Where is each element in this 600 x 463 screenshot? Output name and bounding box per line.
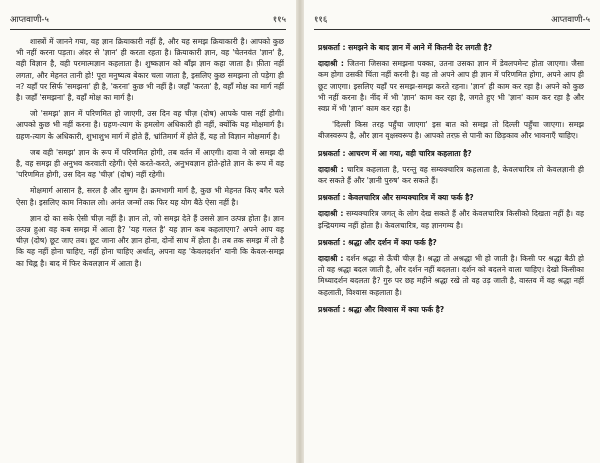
right-page-number: ११६: [314, 15, 328, 25]
left-page-header: [10, 14, 286, 26]
left-page-body: [16, 36, 284, 459]
answer: [318, 58, 584, 114]
question-text: श्रद्धा और दर्शन में क्या फर्क है?: [348, 237, 437, 247]
paragraph: जब वही 'समझ' ज्ञान के रूप में परिणमित होगी, तब वर्तन में आएगी। दावा ने जो समझ दी है, वह समझ ही अनुभव करवाती रहेगी। ऐसे करते-करते, अनुभवज्ञान होते-होते ज्ञान के रूप में वह 'परिणमित होगी, उस दिन वह 'चीज़' (दोष) नहीं रहेगी।: [16, 147, 284, 180]
answer-text: जितना जिसका समझना पक्का, उतना उसका ज्ञान में डेवलपमेन्ट होता जाएगा। जैसा कम होगा उसकी चिंता नहीं करनी है। वह तो अपने आप ही ज्ञान में परिणमित होगा, अपने आप ही छूट जाएगा। इसलिए यहाँ पर समझ-समझ करते रहना। 'ज्ञान' ही काम कर रहा है। अपने को कुछ भी नहीं करना है। नींद में भी 'ज्ञान' काम कर रहा है, जगते हुए भी 'ज्ञान' काम कर रहा है और स्वप्न में भी 'ज्ञान' काम कर रहा है।: [318, 59, 584, 114]
paragraph: ज्ञान दो का सके ऐसी चीज़ नहीं है। ज्ञान तो, जो समझ देते हैं उससे ज्ञान उत्पन्न होता है। ज्ञान उत्पन्न हुआ वह कब समझ में आता है? 'यह गलत है' यह ज्ञान कब कहलाएगा? अपने आप वह चीज़ (दोष) छूट जाए तब। छूट जाना और ज्ञान होना, दोनों साथ में होता है। तब तक समझ में तो है कि यह नहीं होना चाहिए, नहीं होना चाहिए अर्थात्, अपना यह 'केवलदर्शन' यानी कि केवल-समझ का चिह्न है। बाद में फिर केवलज्ञान में आता है।: [16, 213, 284, 268]
right-page: [304, 0, 600, 463]
right-page-body: [318, 36, 584, 459]
speaker-label: दादाश्री :: [318, 254, 344, 264]
left-page-number: ११५: [272, 15, 286, 25]
paragraph: मोक्षमार्ग आसान है, सरल है और सुगम है। क्रमभागी मार्ग है, कुछ भी मेहनत किए बगैर चले ऐसा है। इसलिए काम निकाल लो। अनंत जन्मों तक फिर यह योग बैठे ऐसा नहीं है।: [16, 186, 284, 207]
answer-text: सम्यक्चारित्र जगत् के लोग देख सकते हैं और केवलचारित्र किसीको दिखता नहीं है। वह इन्द्रियगम्य नहीं होता है। केवलचारित्र, वह ज्ञानगम्य है।: [318, 209, 584, 230]
right-header-rule: [314, 29, 590, 30]
question: [318, 304, 584, 315]
answer-text: दर्शन श्रद्धा से ऊँची चीज़ है। श्रद्धा तो अश्रद्धा भी हो जाती है। किसी पर श्रद्धा बैठी हो तो वह श्रद्धा बदल जाती है, और दर्शन नहीं बदलता। दर्शन को बदलने वाला चाहिए। देखो किसीका मिथ्यादर्शन बदलता है? गुरु पर छह महीने श्रद्धा रखे तो वह उड़ जाती है, वास्तव में वह श्रद्धा नहीं कहलाती, विश्वास कहलाता है।: [318, 254, 584, 297]
speaker-label: दादाश्री :: [318, 59, 344, 69]
answer: [318, 208, 584, 230]
question-text: समझने के बाद ज्ञान में आने में कितनी देर लगती है?: [348, 43, 493, 52]
questioner-label: प्रश्नकर्ता :: [318, 193, 346, 203]
question: [318, 42, 584, 53]
question: [318, 148, 584, 159]
question: [318, 192, 584, 203]
answer-text: चारित्र कहलाता है, परन्तु वह सम्यक्चारित्र कहलाता है, केवलचारित्र तो केवलज्ञानी ही कर सकते हैं और 'ज्ञानी पुरुष' कर सकते हैं।: [318, 164, 584, 186]
answer: [318, 164, 584, 186]
question: [318, 237, 584, 248]
right-header-title: आप्तवाणी-५: [551, 15, 590, 25]
question-text: आचरण में आ गया, वही चारित्र कहलाता है?: [348, 148, 472, 158]
paragraph: जो 'समझ' ज्ञान में परिणमित हो जाएगी, उस दिन वह चीज़ (दोष) आपके पास नहीं होगी। आपको कुछ भी नहीं करना है। ग्रहण-त्याग के हमलोग अधिकारी ही नहीं, क्योंकि यह मोक्षमार्ग है। ग्रहण-त्याग के अधिकारी, शुभाशुभ मार्ग में होते हैं, भ्रांतिमार्ग में होते हैं, यह तो विज्ञान मोक्षमार्ग है।: [16, 109, 284, 141]
left-page: [0, 0, 296, 463]
left-header-rule: [10, 29, 286, 30]
questioner-label: प्रश्नकर्ता :: [318, 304, 346, 314]
questioner-label: प्रश्नकर्ता :: [318, 43, 346, 52]
paragraph: 'दिल्ली किस तरह पहुँचा जाएगा' इस बात को समझ तो दिल्ली पहुँचा जाएगा। समझ बीजस्वरूप है, और ज्ञान वृक्षस्वरूप है। आपको तरफ़ से पानी का छिड़काव और भावनाएँ चाहिए।: [318, 120, 584, 141]
question-text: श्रद्धा और विश्वास में क्या फर्क है?: [348, 304, 445, 314]
paragraph: शास्त्रों में जानने गया, वह ज्ञान क्रियाकारी नहीं है, और यह समझ क्रियाकारी है। आपको कुछ भी नहीं करना पड़ता। अंदर से 'ज्ञान' ही करता रहता है। क्रियाकारी ज्ञान, वह 'चेतनवंत 'ज्ञान' है, वही विज्ञान है, वही परमात्मज्ञान कहलाता है। शुष्कज्ञान को बाँझ ज्ञान कहा जाता है। फ़ीता नहीं लगता, और मेहनत तानी हो! पूरा मनुष्यत्व बेकार चला जाता है, इसलिए कुछ समझना तो पड़ेगा ही न? यहाँ पर सिर्फ 'समझना' ही है, 'करना' कुछ भी नहीं है। जहाँ 'करता' है, वहाँ मोक्ष का मार्ग नहीं है। जहाँ 'समझना' है, वहाँ मोक्ष का मार्ग है।: [16, 37, 284, 103]
speaker-label: दादाश्री :: [318, 209, 344, 219]
answer: [318, 253, 584, 298]
question-text: केवलचारित्र और सम्यक्चारित्र में क्या फर्क है?: [348, 193, 474, 203]
book-gutter: [296, 0, 304, 463]
left-header-title: आप्तवाणी-५: [10, 15, 49, 25]
questioner-label: प्रश्नकर्ता :: [318, 237, 346, 247]
right-page-header: [314, 14, 590, 26]
questioner-label: प्रश्नकर्ता :: [318, 148, 346, 158]
speaker-label: दादाश्री :: [318, 164, 344, 174]
